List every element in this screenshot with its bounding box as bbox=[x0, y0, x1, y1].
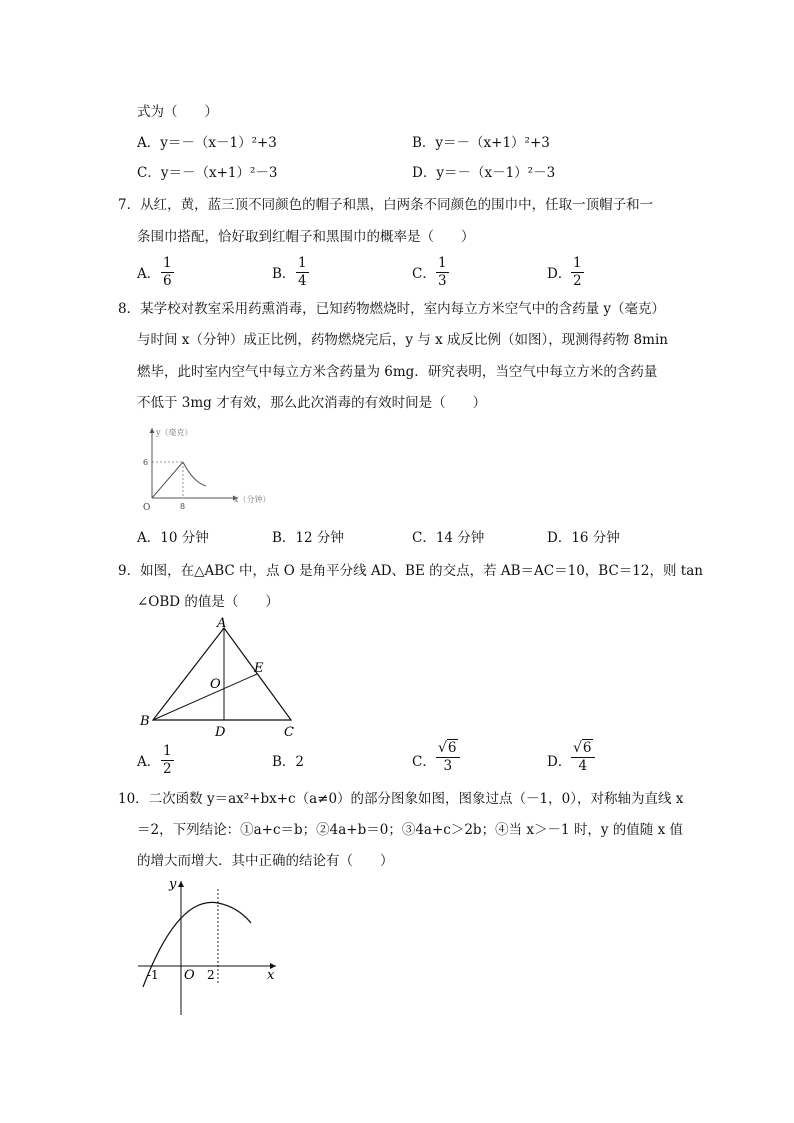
q6-option-c[interactable]: C．y＝－（x+1）²－3 bbox=[137, 165, 278, 181]
q9-option-c-label: C． bbox=[412, 754, 436, 770]
y-axis-arrow bbox=[178, 881, 184, 887]
denominator: 2 bbox=[163, 761, 172, 777]
bisector-be bbox=[153, 674, 257, 720]
q7-option-c-fraction bbox=[436, 256, 449, 289]
q9-option-a-fraction bbox=[161, 744, 174, 777]
q7-option-b[interactable] bbox=[272, 264, 295, 284]
q7-option-a[interactable] bbox=[137, 264, 160, 284]
denominator: 6 bbox=[163, 273, 172, 289]
q7-option-d-label: D． bbox=[547, 266, 572, 282]
q7-option-c-label: C． bbox=[412, 266, 436, 282]
y-tick-label: 6 bbox=[143, 458, 149, 467]
numerator: 1 bbox=[438, 255, 447, 271]
q7-stem-line1: 7．从红，黄，蓝三顶不同颜色的帽子和黑，白两条不同颜色的围巾中，任取一顶帽子和一 bbox=[118, 197, 654, 213]
denominator: 4 bbox=[578, 758, 588, 774]
vertex-c-label: C bbox=[284, 725, 294, 740]
q7-option-d[interactable] bbox=[547, 264, 571, 284]
origin-label: O bbox=[184, 968, 195, 983]
q8-option-b[interactable]: B．12 分钟 bbox=[272, 530, 344, 546]
q9-option-a[interactable] bbox=[137, 752, 160, 772]
x-axis-label: x bbox=[267, 968, 275, 983]
sqrt-numerator: √6 bbox=[438, 740, 457, 756]
point-o-label: O bbox=[210, 677, 221, 692]
q10-stem-line3: 的增大而增大．其中正确的结论有（ ） bbox=[137, 853, 394, 869]
q8-option-d[interactable]: D．16 分钟 bbox=[547, 530, 620, 546]
q7-option-c[interactable] bbox=[412, 264, 436, 284]
q9-option-d-label: D． bbox=[547, 754, 572, 770]
q6-option-a[interactable]: A．y＝－（x－1）²+3 bbox=[137, 135, 277, 151]
q7-option-a-fraction bbox=[161, 256, 174, 289]
q8-option-a[interactable]: A．10 分钟 bbox=[137, 530, 209, 546]
numerator: 1 bbox=[573, 255, 582, 271]
q9-stem-line2: ∠OBD 的值是（ ） bbox=[137, 594, 279, 610]
vertex-b-label: B bbox=[140, 714, 150, 729]
y-axis-arrow bbox=[150, 428, 155, 433]
denominator: 3 bbox=[443, 758, 453, 774]
q10-parabola-graph bbox=[134, 875, 284, 1020]
vertex-a-label: A bbox=[217, 616, 227, 631]
q9-option-d-fraction bbox=[571, 741, 595, 774]
q9-triangle-figure bbox=[136, 616, 306, 740]
q8-stem-line2: 与时间 x（分钟）成正比例，药物燃烧完后，y 与 x 成反比例（如图），现测得药物 8min bbox=[137, 332, 668, 348]
x-axis-label: x（分钟） bbox=[234, 495, 271, 504]
denominator: 3 bbox=[438, 273, 447, 289]
parabola-curve bbox=[143, 902, 251, 987]
point-e-label: E bbox=[254, 661, 264, 676]
two-label: 2 bbox=[207, 968, 215, 982]
denominator: 4 bbox=[298, 273, 307, 289]
q10-stem-line2: ＝2，下列结论：①a+c＝b；②4a+b＝0；③4a+c＞2b；④当 x＞－1 时，y 的值随 x 值 bbox=[137, 822, 683, 838]
q8-dosage-graph bbox=[138, 422, 288, 514]
q9-option-d[interactable] bbox=[547, 752, 571, 772]
q9-option-c-fraction bbox=[436, 741, 460, 774]
numerator: 1 bbox=[163, 743, 172, 759]
inverse-curve bbox=[183, 462, 206, 486]
q6-option-d[interactable]: D．y＝－（x－1）²－3 bbox=[412, 165, 556, 181]
q9-option-b[interactable]: B．2 bbox=[272, 754, 305, 770]
radicand: 6 bbox=[447, 740, 457, 756]
q7-stem-line2: 条围巾搭配，恰好取到红帽子和黑围巾的概率是（ ） bbox=[137, 229, 475, 245]
q7-option-b-fraction bbox=[296, 256, 309, 289]
origin-label: O bbox=[143, 503, 151, 513]
neg-one-label: -1 bbox=[147, 968, 159, 982]
q10-stem-line1: 10．二次函数 y＝ax²+bx+c（a≠0）的部分图象如图，图象过点（－1，0），对称轴为直线 x bbox=[118, 791, 684, 807]
y-axis-label: y bbox=[169, 877, 177, 892]
point-d-label: D bbox=[215, 725, 226, 740]
q7-option-d-fraction bbox=[571, 256, 584, 289]
q6-stem-tail: 式为（ ） bbox=[137, 104, 218, 120]
q7-option-a-label: A． bbox=[137, 266, 161, 282]
y-axis-label: y（毫克） bbox=[156, 428, 193, 437]
linear-segment bbox=[152, 462, 183, 498]
q8-stem-line1: 8．某学校对教室采用药熏消毒，已知药物燃烧时，室内每立方米空气中的含药量 y（毫克） bbox=[118, 301, 666, 317]
q8-stem-line4: 不低于 3mg 才有效，那么此次消毒的有效时间是（ ） bbox=[137, 395, 487, 411]
numerator: 1 bbox=[163, 255, 172, 271]
q7-option-b-label: B． bbox=[272, 266, 296, 282]
q9-option-a-label: A． bbox=[137, 754, 161, 770]
triangle-abc bbox=[153, 628, 291, 720]
q8-stem-line3: 燃毕，此时室内空气中每立方米含药量为 6mg．研究表明，当空气中每立方米的含药量 bbox=[137, 364, 658, 380]
q6-option-b[interactable]: B．y＝－（x+1）²+3 bbox=[412, 135, 550, 151]
q9-stem-line1: 9．如图，在△ABC 中，点 O 是角平分线 AD、BE 的交点，若 AB＝AC＝10，BC＝12，则 tan bbox=[118, 563, 703, 579]
q9-option-c[interactable] bbox=[412, 752, 436, 772]
sqrt-numerator: √6 bbox=[573, 740, 592, 756]
radicand: 6 bbox=[582, 740, 592, 756]
q8-option-c[interactable]: C．14 分钟 bbox=[412, 530, 485, 546]
denominator: 2 bbox=[573, 273, 582, 289]
x-tick-label: 8 bbox=[180, 502, 186, 511]
numerator: 1 bbox=[298, 255, 307, 271]
